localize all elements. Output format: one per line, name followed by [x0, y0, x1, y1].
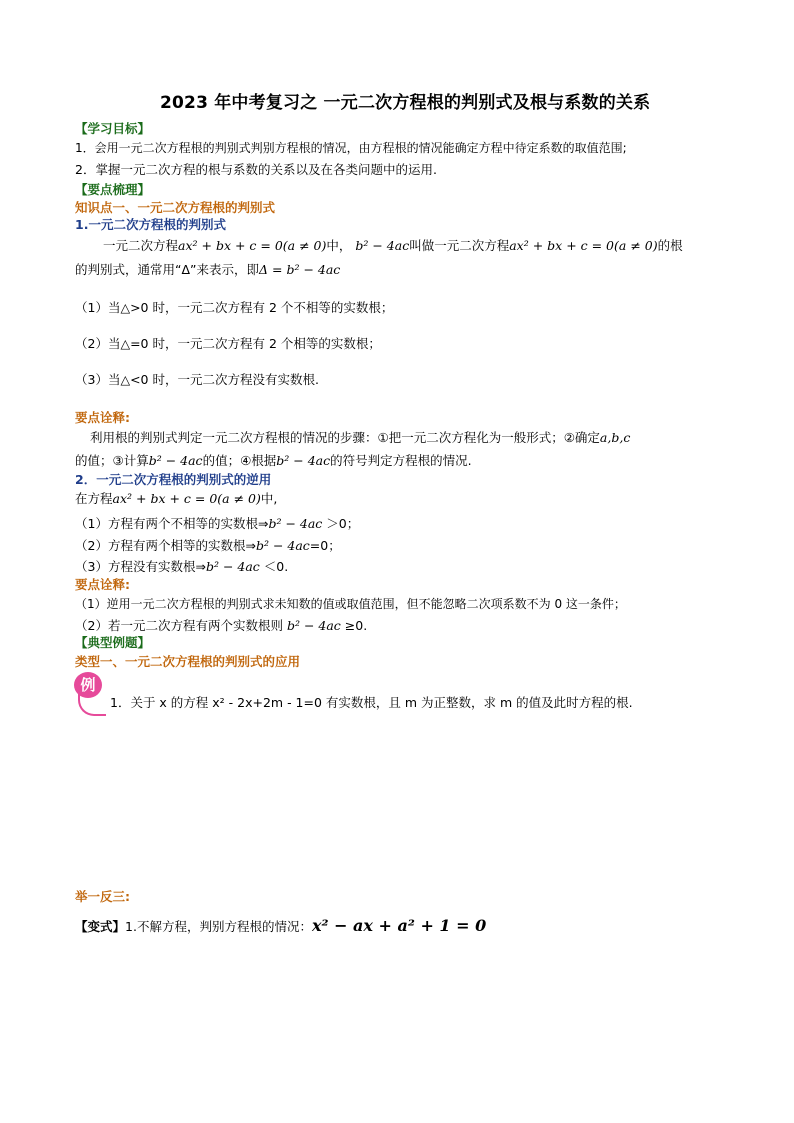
- discriminant-expr-3: b² − 4ac: [276, 453, 331, 468]
- inverse-case-2: [75, 536, 341, 554]
- coefficients: a,b,c: [599, 430, 631, 445]
- inverse-3-a: （3）方程没有实数根: [75, 559, 196, 574]
- note-1-text-c: 的符号判定方程根的情况.: [330, 453, 472, 468]
- discriminant-expr: b² − 4ac: [355, 238, 410, 253]
- note-1-text-a: 的值；③计算: [75, 453, 149, 468]
- practice-title: 举一反三:: [75, 889, 130, 904]
- note-1-text-b: 的值；④根据: [202, 453, 277, 468]
- case-3: （3）当△<0 时，一元二次方程没有实数根.: [75, 372, 319, 387]
- inverse-case-1: [75, 514, 359, 532]
- inverse-case-3: [75, 557, 288, 575]
- note-1-title: 要点诠释:: [75, 410, 130, 425]
- definition-line-1: [103, 236, 683, 254]
- general-equation-3: ax² + bx + c = 0(a ≠ 0): [112, 491, 261, 506]
- def-text-d: 的根: [657, 238, 683, 253]
- inverse-3-b: ＜0.: [263, 559, 289, 574]
- inverse-2-b: =0；: [309, 538, 341, 553]
- general-equation-2: ax² + bx + c = 0(a ≠ 0): [509, 238, 658, 253]
- discriminant-expr-2: b² − 4ac: [148, 453, 203, 468]
- example-badge-icon: 例: [74, 672, 102, 698]
- discriminant-expr-4: b² − 4ac: [268, 516, 323, 531]
- def-text-e: 的判别式，通常用“Δ”来表示，即: [75, 262, 260, 277]
- knowledge-point-1-title: 知识点一、一元二次方程根的判别式: [75, 200, 276, 215]
- goal-item-2: 2．掌握一元二次方程的根与系数的关系以及在各类问题中的运用.: [75, 162, 437, 177]
- def-text-a: 一元二次方程: [103, 238, 179, 253]
- inverse-intro-b: 中,: [260, 491, 278, 506]
- key-points-heading: 【要点梳理】: [75, 182, 151, 197]
- inverse-intro-a: 在方程: [75, 491, 113, 506]
- learning-goals-heading: 【学习目标】: [75, 121, 151, 136]
- inverse-intro: [75, 489, 277, 507]
- note-1-text: 利用根的判别式判定一元二次方程根的情况的步骤：①把一元二次方程化为一般形式；②确定: [90, 430, 600, 445]
- variant-text: 1.不解方程，判别方程根的情况：: [125, 919, 312, 934]
- discriminant-expr-5: b² − 4ac: [255, 538, 310, 553]
- note-2-text-a: （2）若一元二次方程有两个实数根则: [75, 618, 283, 633]
- note-2-item-2: [75, 616, 367, 634]
- variant-line: [75, 916, 486, 935]
- inverse-2-a: （2）方程有两个相等的实数根: [75, 538, 246, 553]
- subsection-1-title: 1.一元二次方程根的判别式: [75, 217, 226, 232]
- note-1-line-2: [75, 451, 472, 469]
- note-2-text-b: ≥0.: [344, 618, 368, 633]
- goal-item-1: 1．会用一元二次方程根的判别式判别方程根的情况，由方程根的情况能确定方程中待定系数的取值范围;: [75, 141, 627, 155]
- def-text-c: 叫做一元二次方程: [409, 238, 510, 253]
- delta-definition: Δ = b² − 4ac: [259, 262, 341, 277]
- note-2-title: 要点诠释:: [75, 577, 130, 592]
- note-2-item-1: （1）逆用一元二次方程根的判别式求未知数的值或取值范围，但不能忽略二次项系数不为 0 这一条件；: [75, 597, 626, 611]
- inverse-1-a: （1）方程有两个不相等的实数根: [75, 516, 258, 531]
- case-1: （1）当△>0 时，一元二次方程有 2 个不相等的实数根；: [75, 300, 394, 315]
- example-1-question: 1．关于 x 的方程 x² - 2x+2m - 1=0 有实数根，且 m 为正整数，求 m 的值及此时方程的根.: [110, 695, 633, 710]
- variant-label: 【变式】: [75, 919, 126, 934]
- implies-symbol-3: ⇒: [195, 559, 206, 574]
- inverse-1-b: ＞0；: [326, 516, 360, 531]
- variant-equation: x² − ax + a² + 1 = 0: [311, 916, 487, 935]
- general-equation: ax² + bx + c = 0(a ≠ 0): [178, 238, 327, 253]
- definition-line-2: [75, 260, 340, 278]
- note-1-line-1: [90, 428, 630, 446]
- discriminant-expr-6: b² − 4ac: [205, 559, 260, 574]
- implies-symbol-2: ⇒: [245, 538, 256, 553]
- implies-symbol: ⇒: [257, 516, 269, 531]
- page-title: 2023 年中考复习之 一元二次方程根的判别式及根与系数的关系: [160, 93, 651, 113]
- def-text-b: 中，: [326, 238, 352, 253]
- type-1-title: 类型一、一元二次方程根的判别式的应用: [75, 654, 301, 669]
- examples-heading: 【典型例题】: [75, 635, 151, 650]
- case-2: （2）当△=0 时，一元二次方程有 2 个相等的实数根；: [75, 336, 381, 351]
- subsection-2-title: 2．一元二次方程根的判别式的逆用: [75, 472, 272, 487]
- discriminant-expr-7: b² − 4ac: [286, 618, 341, 633]
